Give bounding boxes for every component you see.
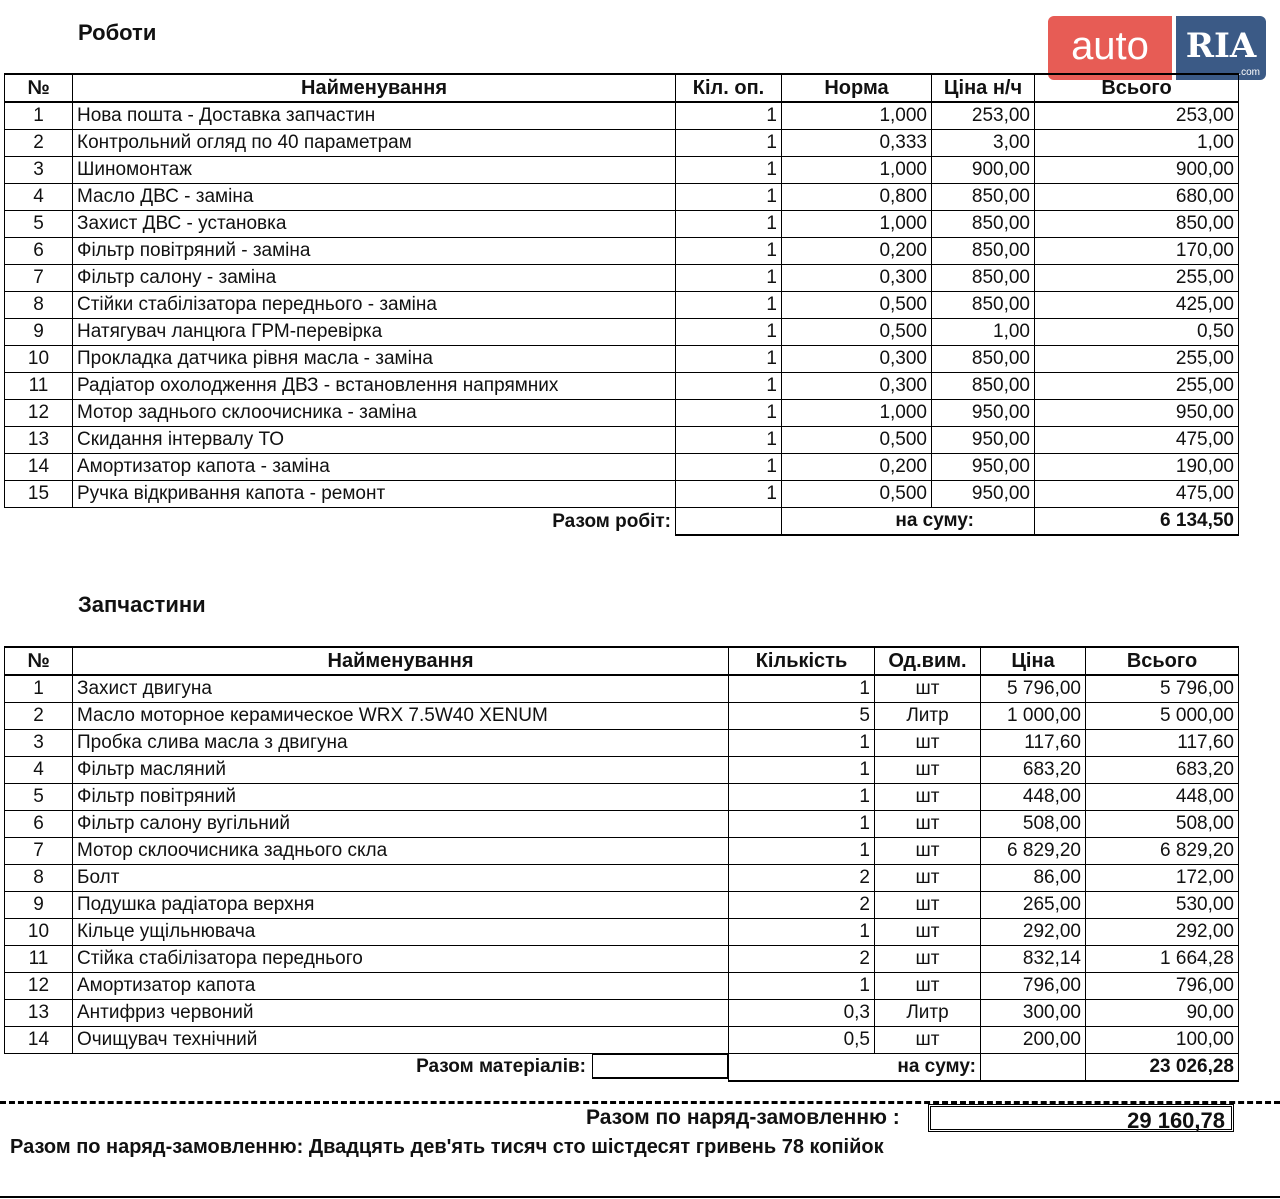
parts-cell: шт	[875, 784, 981, 811]
grand-total-value: 29 160,78	[928, 1104, 1234, 1132]
works-cell: 1	[676, 102, 782, 130]
table-row	[5, 946, 1239, 973]
parts-cell: шт	[875, 973, 981, 1000]
works-cell: Масло ДВС - заміна	[73, 184, 676, 211]
grand-total-words: Разом по наряд-замовленню: Двадцять дев'ять тисяч сто шістдесят гривень 78 копійок	[10, 1136, 884, 1158]
parts-cell: 265,00	[981, 892, 1086, 919]
parts-header-cell: Кількість	[729, 647, 875, 675]
works-cell: 950,00	[932, 454, 1035, 481]
works-cell: 0,200	[782, 238, 932, 265]
parts-cell: шт	[875, 757, 981, 784]
works-cell: 1	[5, 102, 73, 130]
table-row	[5, 346, 1239, 373]
parts-cell: Кільце ущільнювача	[73, 919, 729, 946]
parts-cell: 11	[5, 946, 73, 973]
table-row	[5, 1027, 1239, 1054]
parts-cell: 300,00	[981, 1000, 1086, 1027]
parts-cell: 1	[5, 675, 73, 703]
works-cell: 2	[5, 130, 73, 157]
works-cell: 1	[676, 184, 782, 211]
works-cell: 0,500	[782, 292, 932, 319]
works-cell: 7	[5, 265, 73, 292]
works-cell: 253,00	[932, 102, 1035, 130]
parts-cell: 12	[5, 973, 73, 1000]
parts-cell: Очищувач технічний	[73, 1027, 729, 1054]
works-cell: 1	[676, 373, 782, 400]
works-cell: 1,000	[782, 102, 932, 130]
works-cell: 1	[676, 238, 782, 265]
works-cell: 10	[5, 346, 73, 373]
parts-cell: шт	[875, 946, 981, 973]
parts-cell: 117,60	[1086, 730, 1239, 757]
works-cell: 170,00	[1035, 238, 1239, 265]
table-row	[5, 675, 1239, 703]
table-row	[5, 919, 1239, 946]
works-cell: Мотор заднього склоочисника - заміна	[73, 400, 676, 427]
bottom-divider	[0, 1196, 1280, 1198]
parts-cell: шт	[875, 1027, 981, 1054]
table-row	[5, 811, 1239, 838]
works-cell: 1	[676, 157, 782, 184]
parts-cell: 0,5	[729, 1027, 875, 1054]
parts-cell: Антифриз червоний	[73, 1000, 729, 1027]
works-cell: 0,333	[782, 130, 932, 157]
parts-cell: 1 664,28	[1086, 946, 1239, 973]
works-cell: 4	[5, 184, 73, 211]
table-row	[5, 481, 1239, 508]
works-cell: 0,500	[782, 481, 932, 508]
parts-cell: 508,00	[1086, 811, 1239, 838]
works-cell: 850,00	[932, 373, 1035, 400]
works-header-row	[5, 74, 1239, 102]
works-cell: 3	[5, 157, 73, 184]
parts-cell: 1	[729, 675, 875, 703]
parts-cell: Амортизатор капота	[73, 973, 729, 1000]
parts-cell: 1	[729, 973, 875, 1000]
works-cell: 850,00	[932, 292, 1035, 319]
parts-cell: шт	[875, 811, 981, 838]
parts-cell: 2	[729, 865, 875, 892]
parts-header-cell: Од.вим.	[875, 647, 981, 675]
parts-cell: Стійка стабілізатора переднього	[73, 946, 729, 973]
parts-total-value: 23 026,28	[1086, 1054, 1239, 1082]
parts-cell: 200,00	[981, 1027, 1086, 1054]
works-sum-label: на суму:	[782, 508, 1035, 536]
parts-cell: 448,00	[981, 784, 1086, 811]
logo-domain: .com	[1238, 67, 1260, 78]
works-cell: 1	[676, 454, 782, 481]
works-cell: 1,00	[1035, 130, 1239, 157]
works-cell: 8	[5, 292, 73, 319]
table-row	[5, 211, 1239, 238]
table-row	[5, 157, 1239, 184]
table-row	[5, 730, 1239, 757]
works-header-cell: Норма	[782, 74, 932, 102]
parts-header-row	[5, 647, 1239, 675]
parts-cell: Захист двигуна	[73, 675, 729, 703]
parts-cell: 0,3	[729, 1000, 875, 1027]
works-table	[4, 73, 1239, 536]
works-total-label: Разом робіт:	[552, 510, 671, 532]
works-cell: 1	[676, 427, 782, 454]
parts-cell: 10	[5, 919, 73, 946]
works-cell: 475,00	[1035, 427, 1239, 454]
parts-cell: 2	[729, 892, 875, 919]
parts-cell: Фільтр повітряний	[73, 784, 729, 811]
table-row	[5, 1000, 1239, 1027]
works-cell: 190,00	[1035, 454, 1239, 481]
parts-cell: шт	[875, 675, 981, 703]
parts-cell: 1	[729, 784, 875, 811]
works-cell: 1	[676, 346, 782, 373]
parts-cell: 86,00	[981, 865, 1086, 892]
works-cell: 950,00	[1035, 400, 1239, 427]
parts-cell: 7	[5, 838, 73, 865]
parts-cell: Масло моторное керамическое WRX 7.5W40 XENUM	[73, 703, 729, 730]
parts-cell: 796,00	[981, 973, 1086, 1000]
parts-header-cell: Всього	[1086, 647, 1239, 675]
parts-sum-label: на суму:	[729, 1054, 981, 1082]
works-cell: 0,50	[1035, 319, 1239, 346]
works-cell: 950,00	[932, 400, 1035, 427]
works-cell: 1,00	[932, 319, 1035, 346]
parts-cell: 3	[5, 730, 73, 757]
works-cell: 0,500	[782, 319, 932, 346]
parts-cell: Пробка слива масла з двигуна	[73, 730, 729, 757]
table-row	[5, 265, 1239, 292]
parts-title: Запчастини	[78, 592, 206, 617]
parts-cell: 832,14	[981, 946, 1086, 973]
works-cell: Скидання інтервалу ТО	[73, 427, 676, 454]
parts-cell: 292,00	[981, 919, 1086, 946]
works-cell: 14	[5, 454, 73, 481]
table-row	[5, 373, 1239, 400]
works-cell: 13	[5, 427, 73, 454]
works-cell: 425,00	[1035, 292, 1239, 319]
table-row	[5, 757, 1239, 784]
parts-cell: 1	[729, 811, 875, 838]
parts-cell: Мотор склоочисника заднього скла	[73, 838, 729, 865]
works-cell: 15	[5, 481, 73, 508]
works-cell: Контрольний огляд по 40 параметрам	[73, 130, 676, 157]
table-row	[5, 130, 1239, 157]
parts-cell: 6 829,20	[981, 838, 1086, 865]
parts-cell: 1	[729, 757, 875, 784]
works-header-cell: Ціна н/ч	[932, 74, 1035, 102]
parts-cell: шт	[875, 865, 981, 892]
parts-cell: 2	[5, 703, 73, 730]
parts-cell: 292,00	[1086, 919, 1239, 946]
works-cell: 1	[676, 400, 782, 427]
works-cell: 0,300	[782, 265, 932, 292]
works-cell: 850,00	[932, 211, 1035, 238]
grand-total-label: Разом по наряд-замовленню :	[586, 1106, 900, 1129]
parts-cell: Фільтр салону вугільний	[73, 811, 729, 838]
parts-cell: 1 000,00	[981, 703, 1086, 730]
works-cell: 11	[5, 373, 73, 400]
works-cell: 0,300	[782, 346, 932, 373]
parts-header-cell: №	[5, 647, 73, 675]
parts-cell: 796,00	[1086, 973, 1239, 1000]
parts-cell: 6	[5, 811, 73, 838]
parts-header-cell: Ціна	[981, 647, 1086, 675]
works-body	[5, 102, 1239, 508]
works-cell: 12	[5, 400, 73, 427]
table-row	[5, 784, 1239, 811]
works-cell: Натягувач ланцюга ГРМ-перевірка	[73, 319, 676, 346]
table-row	[5, 454, 1239, 481]
works-cell: 1,000	[782, 211, 932, 238]
parts-cell: 90,00	[1086, 1000, 1239, 1027]
parts-cell: 9	[5, 892, 73, 919]
table-row	[5, 838, 1239, 865]
works-cell: 1	[676, 481, 782, 508]
table-row	[5, 427, 1239, 454]
table-row	[5, 238, 1239, 265]
parts-total-empty-box	[592, 1054, 728, 1079]
parts-cell: 8	[5, 865, 73, 892]
parts-cell: шт	[875, 838, 981, 865]
works-cell: 1	[676, 319, 782, 346]
logo-auto-part: auto	[1048, 16, 1172, 80]
works-cell: Шиномонтаж	[73, 157, 676, 184]
works-cell: 900,00	[1035, 157, 1239, 184]
parts-cell: 117,60	[981, 730, 1086, 757]
works-cell: 253,00	[1035, 102, 1239, 130]
works-cell: Ручка відкривання капота - ремонт	[73, 481, 676, 508]
works-cell: 850,00	[932, 238, 1035, 265]
works-total-empty-cell	[676, 508, 782, 536]
works-cell: 1	[676, 265, 782, 292]
parts-cell: Литр	[875, 703, 981, 730]
works-cell: 900,00	[932, 157, 1035, 184]
parts-cell: 1	[729, 919, 875, 946]
table-row	[5, 319, 1239, 346]
works-cell: 1,000	[782, 157, 932, 184]
works-cell: 0,800	[782, 184, 932, 211]
works-header-cell: №	[5, 74, 73, 102]
works-header-cell: Кіл. оп.	[676, 74, 782, 102]
parts-cell: 1	[729, 730, 875, 757]
works-cell: 6	[5, 238, 73, 265]
works-cell: 5	[5, 211, 73, 238]
works-total-row	[5, 508, 1239, 536]
parts-cell: шт	[875, 730, 981, 757]
parts-cell: 13	[5, 1000, 73, 1027]
parts-cell: 2	[729, 946, 875, 973]
parts-cell: 683,20	[981, 757, 1086, 784]
works-title: Роботи	[78, 20, 157, 45]
parts-total-empty-cell	[981, 1054, 1086, 1082]
table-row	[5, 892, 1239, 919]
autoria-logo	[1048, 16, 1266, 80]
parts-header-cell: Найменування	[73, 647, 729, 675]
parts-cell: 508,00	[981, 811, 1086, 838]
works-cell: 255,00	[1035, 265, 1239, 292]
works-cell: 850,00	[932, 346, 1035, 373]
works-cell: 255,00	[1035, 373, 1239, 400]
parts-cell: 6 829,20	[1086, 838, 1239, 865]
parts-cell: Литр	[875, 1000, 981, 1027]
works-cell: 475,00	[1035, 481, 1239, 508]
logo-ria-part	[1176, 16, 1266, 80]
works-cell: 255,00	[1035, 346, 1239, 373]
works-cell: 1	[676, 130, 782, 157]
works-cell: 950,00	[932, 427, 1035, 454]
works-header-cell: Найменування	[73, 74, 676, 102]
parts-cell: 683,20	[1086, 757, 1239, 784]
works-header-cell: Всього	[1035, 74, 1239, 102]
parts-cell: 448,00	[1086, 784, 1239, 811]
table-row	[5, 184, 1239, 211]
table-row	[5, 865, 1239, 892]
works-cell: Нова пошта - Доставка запчастин	[73, 102, 676, 130]
works-cell: Амортизатор капота - заміна	[73, 454, 676, 481]
parts-cell: Подушка радіатора верхня	[73, 892, 729, 919]
parts-cell: 172,00	[1086, 865, 1239, 892]
parts-total-label: Разом матеріалів:	[416, 1056, 586, 1077]
works-cell: 0,300	[782, 373, 932, 400]
table-row	[5, 703, 1239, 730]
parts-total-label-cell	[5, 1054, 729, 1082]
parts-cell: 1	[729, 838, 875, 865]
parts-cell: 5 796,00	[981, 675, 1086, 703]
parts-body	[5, 675, 1239, 1054]
parts-table	[4, 646, 1239, 1082]
works-cell: Захист ДВС - установка	[73, 211, 676, 238]
parts-cell: 14	[5, 1027, 73, 1054]
works-cell: 1	[676, 292, 782, 319]
parts-cell: Фільтр масляний	[73, 757, 729, 784]
logo-ria-text: RIA	[1185, 26, 1257, 66]
works-cell: 850,00	[1035, 211, 1239, 238]
parts-cell: 100,00	[1086, 1027, 1239, 1054]
works-cell: Стійки стабілізатора переднього - заміна	[73, 292, 676, 319]
works-cell: 680,00	[1035, 184, 1239, 211]
parts-cell: 4	[5, 757, 73, 784]
parts-cell: 530,00	[1086, 892, 1239, 919]
works-cell: 0,500	[782, 427, 932, 454]
works-cell: 1,000	[782, 400, 932, 427]
works-cell: 1	[676, 211, 782, 238]
works-cell: Фільтр салону - заміна	[73, 265, 676, 292]
table-row	[5, 973, 1239, 1000]
parts-cell: Болт	[73, 865, 729, 892]
works-cell: 850,00	[932, 265, 1035, 292]
parts-cell: шт	[875, 892, 981, 919]
parts-cell: 5 796,00	[1086, 675, 1239, 703]
works-cell: 9	[5, 319, 73, 346]
parts-total-row	[5, 1054, 1239, 1082]
works-cell: Прокладка датчика рівня масла - заміна	[73, 346, 676, 373]
works-cell: 3,00	[932, 130, 1035, 157]
works-cell: Радіатор охолодження ДВЗ - встановлення напрямних	[73, 373, 676, 400]
table-row	[5, 292, 1239, 319]
works-cell: 850,00	[932, 184, 1035, 211]
parts-cell: шт	[875, 919, 981, 946]
parts-cell: 5 000,00	[1086, 703, 1239, 730]
works-total-value: 6 134,50	[1035, 508, 1239, 536]
works-cell: 0,200	[782, 454, 932, 481]
works-cell: Фільтр повітряний - заміна	[73, 238, 676, 265]
table-row	[5, 102, 1239, 130]
parts-cell: 5	[729, 703, 875, 730]
works-cell: 950,00	[932, 481, 1035, 508]
parts-cell: 5	[5, 784, 73, 811]
table-row	[5, 400, 1239, 427]
